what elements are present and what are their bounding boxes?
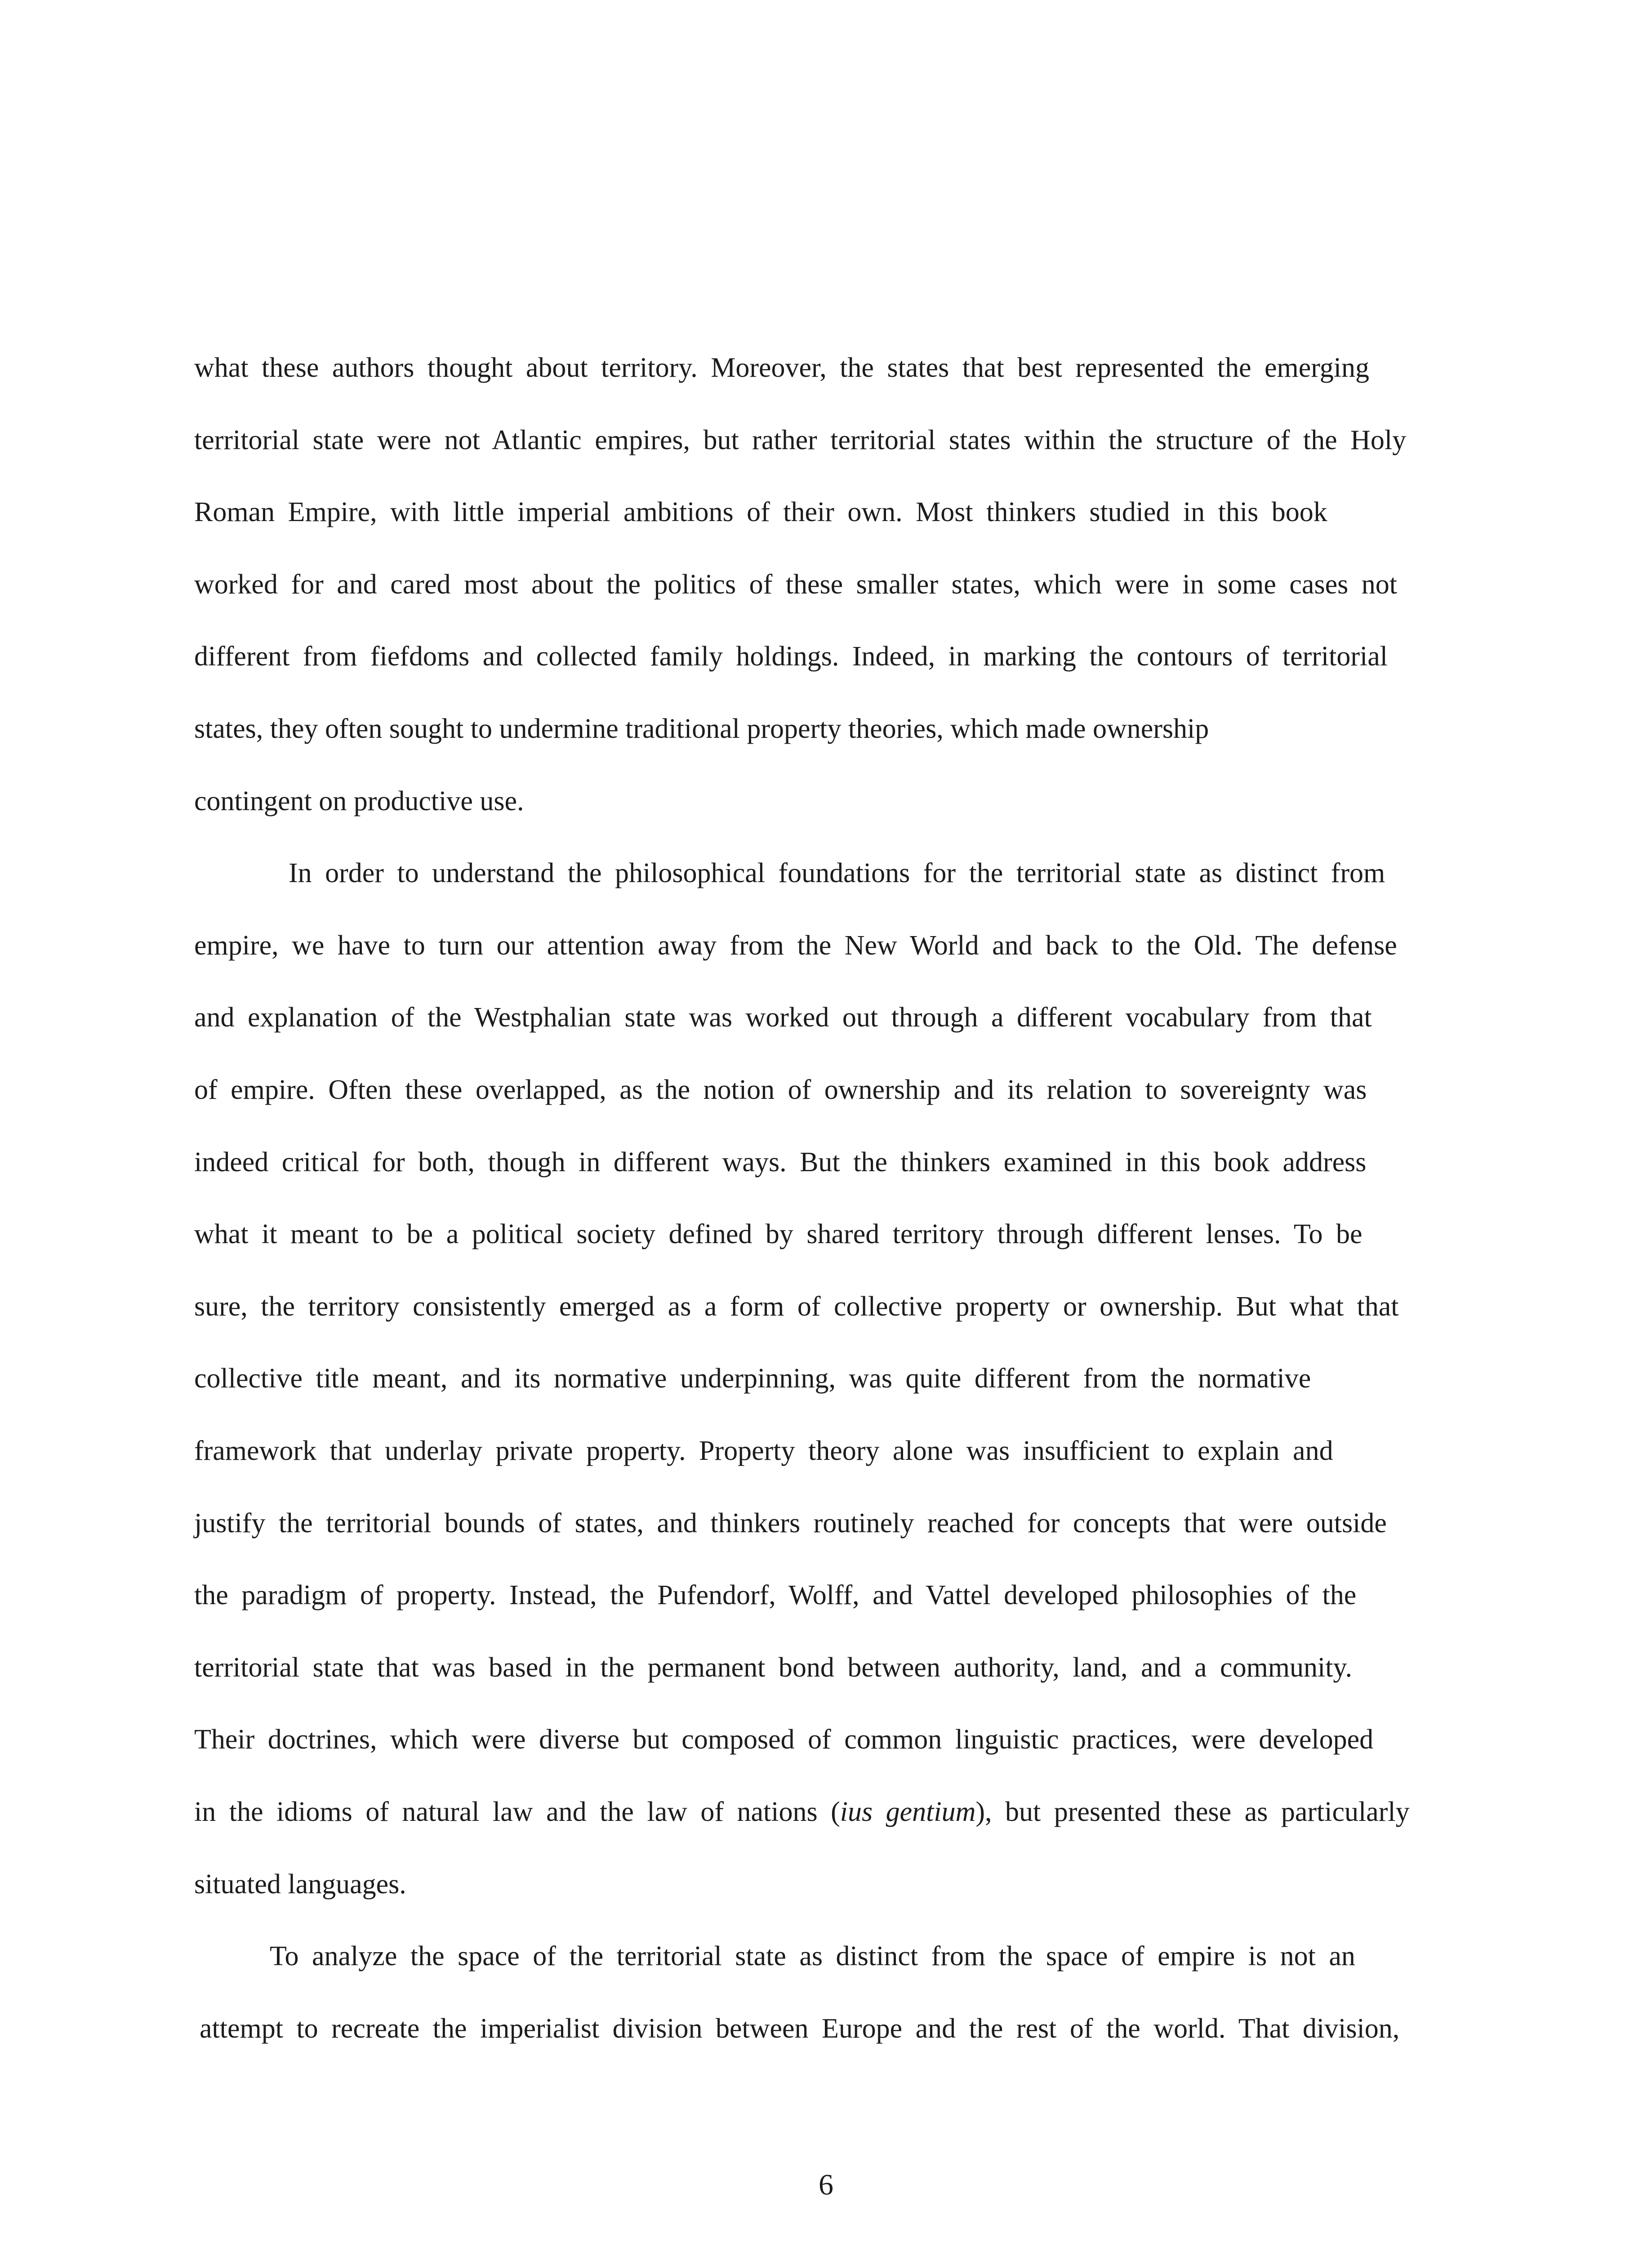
page-number: 6 [819,2168,833,2201]
text-line [194,1794,1410,1830]
text-line: contingent on productive use. [194,785,524,816]
text-line: sure, the territory consistently emerged as a form of collective property or ownership. But what that [194,1291,1399,1322]
text-line: justify the territorial bounds of states, and thinkers routinely reached for concepts that were outside [194,1508,1387,1539]
text-line: empire, we have to turn our attention away from the New World and back to the Old. The defense [194,930,1397,961]
text-line: what these authors thought about territory. Moreover, the states that best represented the emerging [194,352,1370,383]
text-segment: ), but presented these as particularly [975,1797,1410,1827]
text-line: attempt to recreate the imperialist division between Europe and the rest of the world. That division, [200,2013,1400,2044]
text-line: territorial state that was based in the permanent bond between authority, land, and a community. [194,1652,1352,1683]
text-segment: in the idioms of natural law and the law of nations ( [194,1797,840,1827]
text-line: Their doctrines, which were diverse but composed of common linguistic practices, were developed [194,1724,1374,1755]
text-line: Roman Empire, with little imperial ambitions of their own. Most thinkers studied in this book [194,497,1327,528]
text-line: and explanation of the Westphalian state was worked out through a different vocabulary from that [194,1002,1372,1033]
text-line: indeed critical for both, though in different ways. But the thinkers examined in this book address [194,1146,1367,1178]
text-line: situated languages. [194,1869,406,1900]
text-line: the paradigm of property. Instead, the Pufendorf, Wolff, and Vattel developed philosophies of the [194,1580,1357,1611]
text-line: of empire. Often these overlapped, as the notion of ownership and its relation to sovereignty was [194,1075,1367,1105]
text-line: framework that underlay private property. Property theory alone was insufficient to explain and [194,1436,1333,1466]
text-line: In order to understand the philosophical foundations for the territorial state as distinct from [289,858,1385,889]
text-line: collective title meant, and its normative underpinning, was quite different from the normative [194,1363,1311,1394]
italic-term: ius gentium [840,1797,976,1827]
text-line: states, they often sought to undermine traditional property theories, which made ownership [194,714,1209,744]
text-line: worked for and cared most about the politics of these smaller states, which were in some cases not [194,569,1397,600]
text-line: To analyze the space of the territorial state as distinct from the space of empire is not an [270,1941,1355,1972]
text-line: territorial state were not Atlantic empires, but rather territorial states within the structure of the Holy [194,424,1407,455]
text-line: different from fiefdoms and collected family holdings. Indeed, in marking the contours of territorial [194,641,1388,672]
text-line: what it meant to be a political society defined by shared territory through different lenses. To be [194,1219,1363,1250]
